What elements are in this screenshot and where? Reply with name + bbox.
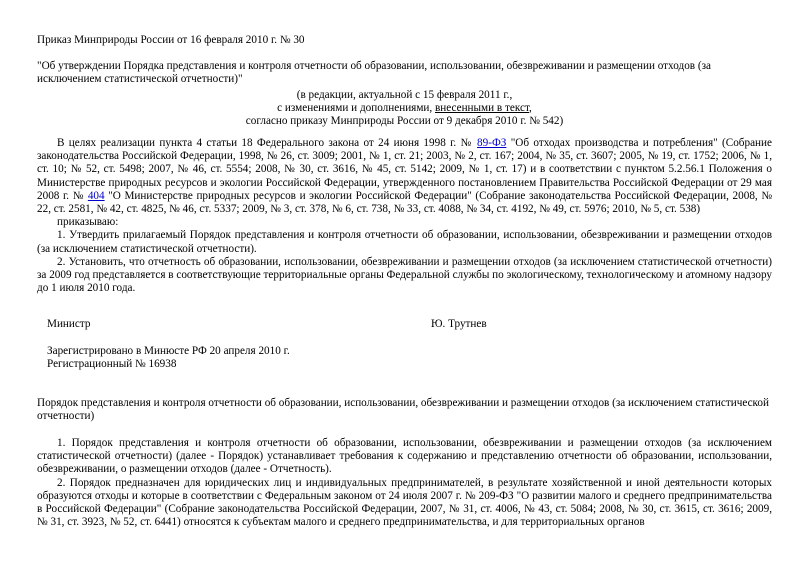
- order-body: [37, 137, 772, 295]
- registration-block: [47, 345, 290, 371]
- registration-line-1: Зарегистрировано в Минюсте РФ 20 апреля 2010 г.: [47, 345, 290, 357]
- procedure-body: [37, 437, 772, 529]
- preamble-text-3: "О Министерстве природных ресурсов и экологии Российской Федерации" (Собрание законодательства Российской Федерации, 2008, № 22, ст. 2581, № 42, ст. 4825, № 46, ст. 5337; 2009, № 3, ст. 378, № 6, ст. 738, № 33, ст. 4088, № 34, ст. 4192, № 49, ст. 5976; 2010, № 5, ст. 538): [37, 189, 773, 216]
- edition-line-2-text: с изменениями и дополнениями,: [277, 102, 435, 115]
- decree-404-link[interactable]: 404: [87, 189, 105, 202]
- edition-line-2-end: ,: [529, 102, 532, 115]
- registration-line-2: Регистрационный № 16938: [47, 358, 177, 371]
- order-word: приказываю:: [57, 216, 119, 229]
- procedure-item-2: 2. Порядок предназначен для юридических лиц и индивидуальных предпринимателей, в результате хозяйственной и иной деятельности которых образуются отходы и которые в соответствии с Федеральным законом от 24 июля 2007 г. № 209-ФЗ "О развитии малого и среднего предпринимательства в Российской Федерации" (Собрание законодательства Российской Федерации, 2007, № 31, ст. 4006, № 43, ст. 5084; 2008, № 30, ст. 3615, ст. 3616; 2009, № 31, ст. 3923, № 52, ст. 6441) относятся к субъектам малого и среднего предпринимательства, и для территориальных органов: [37, 476, 772, 529]
- amendments-link[interactable]: внесенными в текст: [434, 102, 530, 115]
- signature-position: Министр: [47, 318, 91, 330]
- preamble-text-1: В целях реализации пункта 4 статьи 18 Федерального закона от 24 июня 1998 г. №: [57, 137, 478, 149]
- law-89-fz-link[interactable]: 89-ФЗ: [477, 137, 507, 149]
- edition-line-2: [37, 102, 772, 115]
- edition-line-3: согласно приказу Минприроды России от 9 декабря 2010 г. № 542): [245, 115, 564, 128]
- order-item-2: 2. Установить, что отчетность об образовании, использовании, обезвреживании и размещении отходов (за исключением статистической отчетности) за 2009 год представляется в соответствующие территориальные органы Федеральной службы по экологическому, технологическому и атомному надзору до 1 июля 2010 года.: [37, 255, 772, 295]
- order-title: Приказ Минприроды России от 16 февраля 2010 г. № 30: [37, 34, 305, 46]
- signature-name: Ю. Трутнев: [431, 318, 487, 330]
- edition-line-1: (в редакции, актуальной с 15 февраля 2011 г.,: [296, 89, 513, 101]
- order-item-1: 1. Утвердить прилагаемый Порядок представления и контроля отчетности об образовании, использовании, обезвреживании и размещении отходов (за исключением статистической отчетности).: [37, 229, 772, 255]
- procedure-title: Порядок представления и контроля отчетности об образовании, использовании, обезвреживании и размещении отходов (за исключением статистической отчетности): [37, 397, 770, 423]
- edition-info: [37, 89, 772, 129]
- procedure-item-1: 1. Порядок представления и контроля отчетности об образовании, использовании, обезвреживании и размещении отходов (за исключением статистической отчетности) (далее - Порядок) устанавливает требования к содержанию и представлению отчетности об образовании, использовании, обезвреживании, о размещении отходов (далее - Отчетность).: [37, 437, 772, 476]
- decree-title: "Об утверждении Порядка представления и контроля отчетности об образовании, использовании, обезвреживании и размещении отходов (за исключением статистической отчетности)": [37, 60, 711, 86]
- preamble-paragraph: [37, 137, 772, 216]
- preamble-text-2: "Об отходах производства и потребления" (Собрание законодательства Российской Федерации, 1998, № 26, ст. 3009; 2001, № 1, ст. 21; 2003, № 2, ст. 167; 2004, № 35, ст. 3607; 2005, № 19, ст. 1752; 2006, № 1, ст. 10; № 52, ст. 5498; 2007, № 46, ст. 5554; 2008, № 30, ст. 3616, № 45, ст. 5142; 2009, № 1, ст. 17) и в соответствии с пунктом 5.2.56.1 Положения о Министерстве природных ресурсов и экологии Российской Федерации, утвержденного постановлением Правительства Российской Федерации от 29 мая 2008 г. №: [37, 137, 772, 202]
